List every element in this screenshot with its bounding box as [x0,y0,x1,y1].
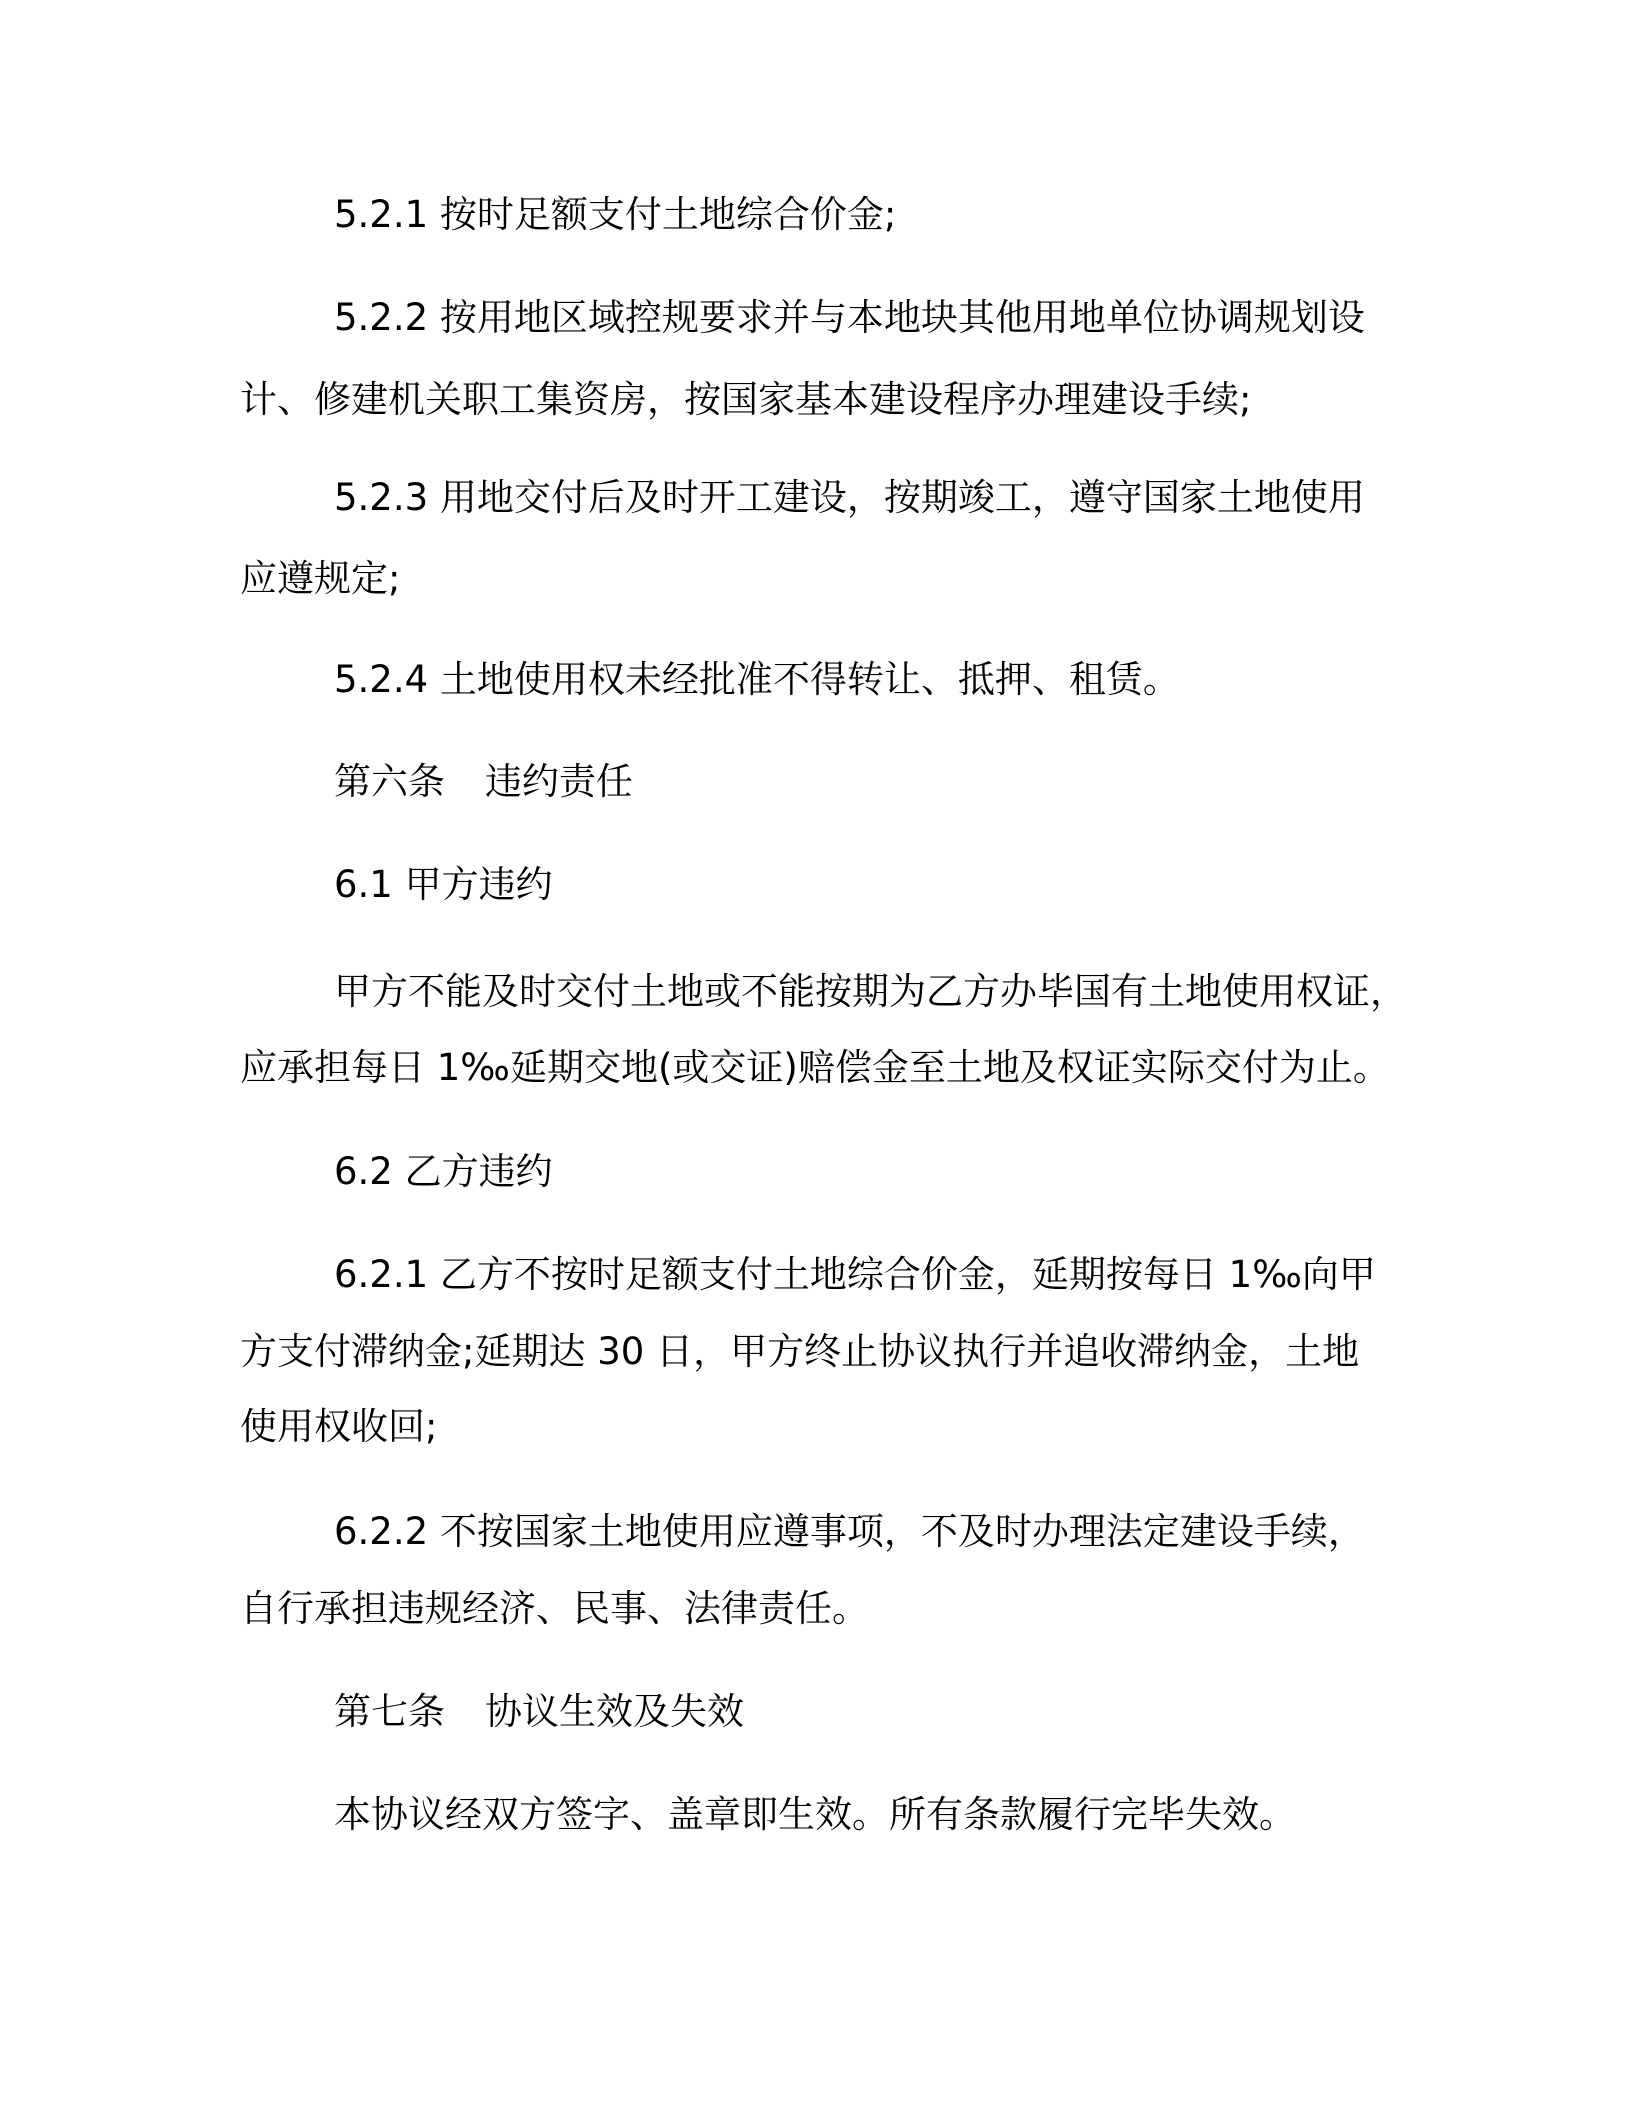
article-7-label: 第七条 [334,1690,445,1733]
article-7-title: 协议生效及失效 [485,1690,744,1733]
clause-5-2-3-line-2: 应遵规定; [240,557,401,600]
clause-5-2-1: 5.2.1 按时足额支付土地综合价金; [334,193,897,236]
clause-6-2-2-line-2: 自行承担违规经济、民事、法律责任。 [240,1587,869,1630]
section-6-1-line-2: 应承担每日 1‰延期交地(或交证)赔偿金至土地及权证实际交付为止。 [240,1046,1390,1089]
section-6-1-heading: 6.1 甲方违约 [334,863,553,906]
clause-5-2-2-line-1: 5.2.2 按用地区域控规要求并与本地块其他用地单位协调规划设 [334,296,1365,339]
article-6-title: 违约责任 [485,760,633,803]
clause-6-2-1-line-3: 使用权收回; [240,1405,438,1448]
article-7-body: 本协议经双方签字、盖章即生效。所有条款履行完毕失效。 [334,1793,1296,1836]
clause-5-2-2-line-2: 计、修建机关职工集资房，按国家基本建设程序办理建设手续; [240,378,1252,421]
clause-6-2-1-line-2: 方支付滞纳金;延期达 30 日，甲方终止协议执行并追收滞纳金，土地 [240,1330,1360,1373]
article-7-heading [334,1690,744,1734]
section-6-1-line-1: 甲方不能及时交付土地或不能按期为乙方办毕国有土地使用权证， [334,970,1407,1013]
article-6-label: 第六条 [334,760,445,803]
clause-6-2-1-line-1: 6.2.1 乙方不按时足额支付土地综合价金，延期按每日 1‰向甲 [334,1253,1376,1296]
clause-5-2-3-line-1: 5.2.3 用地交付后及时开工建设，按期竣工，遵守国家土地使用 [334,476,1365,519]
clause-5-2-4: 5.2.4 土地使用权未经批准不得转让、抵押、租赁。 [334,658,1180,701]
article-6-heading [334,760,633,804]
section-6-2-heading: 6.2 乙方违约 [334,1150,553,1193]
clause-6-2-2-line-1: 6.2.2 不按国家土地使用应遵事项，不及时办理法定建设手续， [334,1510,1365,1553]
